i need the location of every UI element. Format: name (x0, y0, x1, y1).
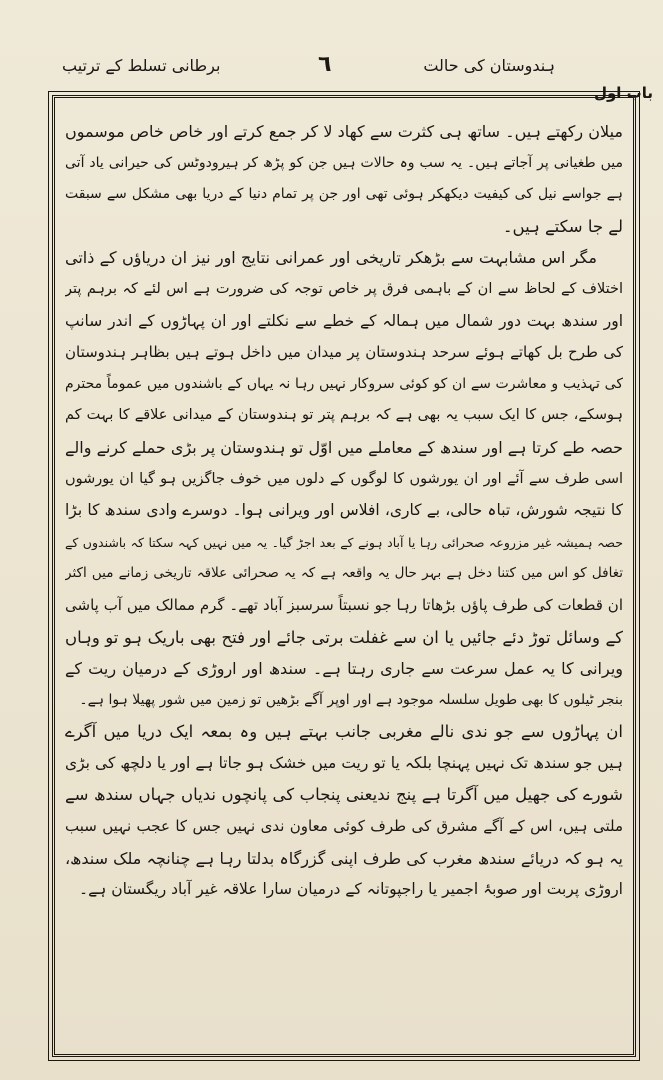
text-line: میلان رکھتے ہیں۔ ساتھ ہی کثرت سے کھاد لا کر جمع کرتے اور خاص خاص موسموں (65, 122, 623, 141)
text-line: یہ ہو کہ دریائے سندھ مغرب کی طرف اپنی گزرگاہ بدلتا رہا ہے چنانچہ ملک سندھ، (65, 848, 623, 868)
text-frame (52, 95, 636, 1057)
running-header-left: برطانی تسلط کے ترتیب (62, 56, 221, 75)
text-line: حصہ طے کرتا ہے اور سندھ کے معاملے میں اوّل تو ہندوستان پر بڑی حملے کرنے والے (65, 437, 623, 457)
page-number: ٦ (318, 52, 332, 77)
text-line: مگر اس مشابہت سے بڑھکر تاریخی اور عمرانی نتایج اور نیز ان دریاؤں کے ذاتی (65, 248, 597, 268)
paragraph (65, 242, 623, 716)
text-line: میں طغیانی پر آجاتے ہیں۔ یہ سب وہ حالات ہیں جن کو پڑھ کر ہیرودوٹس کی حیرانی یاد آتی (65, 154, 623, 171)
text-line: لے جا سکتے ہیں۔ (502, 216, 623, 236)
paragraph (65, 116, 623, 242)
text-line: کا نتیجہ شورش، تباہ حالی، بے کاری، افلاس اور ویرانی ہوا۔ دوسرے وادی سندھ کا بڑا (65, 501, 623, 520)
text-line: ملتی ہیں، اس کے آگے مشرق کی طرف کوئی معاون ندی نہیں جس کا عجب نہیں سبب (65, 817, 623, 836)
text-line: ویرانی کا یہ عمل سرعت سے جاری رہتا ہے۔ سندھ اور اروڑی کے درمیان ریت کے (65, 659, 623, 679)
text-line: کے وسائل توڑ دئے جائیں یا ان سے غفلت برتی جائے اور فتح بھی باریک ہو تو وہاں (65, 627, 623, 647)
text-line: کی طرح بل کھاتے ہوئے سرحد ہندوستان پر میدان میں داخل ہوتے ہیں بظاہر ہندوستان (65, 343, 623, 362)
text-line: حصہ ہمیشہ غیر مزروعہ صحرائی رہا یا آباد ہونے کے بعد اجڑ گیا۔ یہ میں نہیں کہہ سکتا کہ باشندوں کے (65, 534, 623, 550)
text-line: اسی طرف سے آئے اور ان یورشوں کا لوگوں کے دلوں میں خوف جاگزیں ہو گیا ان یورشوں (65, 470, 623, 487)
text-line: بنجر ٹیلوں کا بھی طویل سلسلہ موجود ہے اور اوپر آگے بڑھیں تو زمین میں شور پھیلا ہوا ہے۔ (79, 691, 623, 708)
text-line: ہے جواسے نیل کی کیفیت دیکھکر ہوئی تھی اور جن پر تمام دنیا کے دریا بھی مشکل سے سبقت (65, 186, 623, 203)
body-text (65, 116, 623, 906)
text-line: شورے کی جھیل میں آگرتا ہے پنج ندیعنی پنجاب کی پانچوں ندیاں جہاں سندھ سے (65, 785, 623, 805)
text-line: کی تہذیب و معاشرت سے ان کو کوئی سروکار نہیں رہا نہ یہاں کے باشندوں میں عموماً محترم (65, 375, 623, 392)
text-line: اختلاف کے لحاظ سے ان کے باہمی فرق پر خاص توجہ کی ضرورت ہے اس لئے کہ برہم پتر (65, 280, 623, 297)
paragraph (65, 716, 623, 906)
running-header (0, 0, 663, 92)
text-line: ہیں جو سندھ تک نہیں پہنچا بلکہ یا تو ریت میں خشک ہو جاتا ہے اور یا دلچھ کی بڑی (65, 753, 623, 772)
text-line: اروڑی پربت اور صوبۂ اجمیر یا راجپوتانہ کے درمیان سارا علاقہ غیر آباد ریگستان ہے۔ (79, 880, 623, 899)
text-line: ان قطعات کی طرف پاؤں بڑھاتا رہا جو نسبتاً سرسبز آباد تھے۔ گرم ممالک میں آب پاشی (65, 595, 623, 614)
chapter-label: باب اول (593, 84, 653, 102)
running-header-right: ہندوستان کی حالت (423, 56, 555, 75)
text-line: اور سندھ بہت دور شمال میں ہمالہ کے خطے سے نکلتے اور ان پہاڑوں کے اندر سانپ (65, 311, 623, 330)
text-line: ان پہاڑوں سے جو ندی نالے مغربی جانب بہتے ہیں وہ بمعہ ایک دریا میں آگرے (65, 722, 623, 742)
text-line: ہوسکے، جس کا ایک سبب یہ بھی ہے کہ برہم پتر تو ہندوستان کے میدانی علاقے کا بہت کم (65, 407, 623, 424)
text-line: تغافل کو اس میں کتنا دخل ہے بہر حال یہ واقعہ ہے کہ یہ صحرائی علاقہ تاریخی زمانے میں اکثر (65, 565, 623, 582)
